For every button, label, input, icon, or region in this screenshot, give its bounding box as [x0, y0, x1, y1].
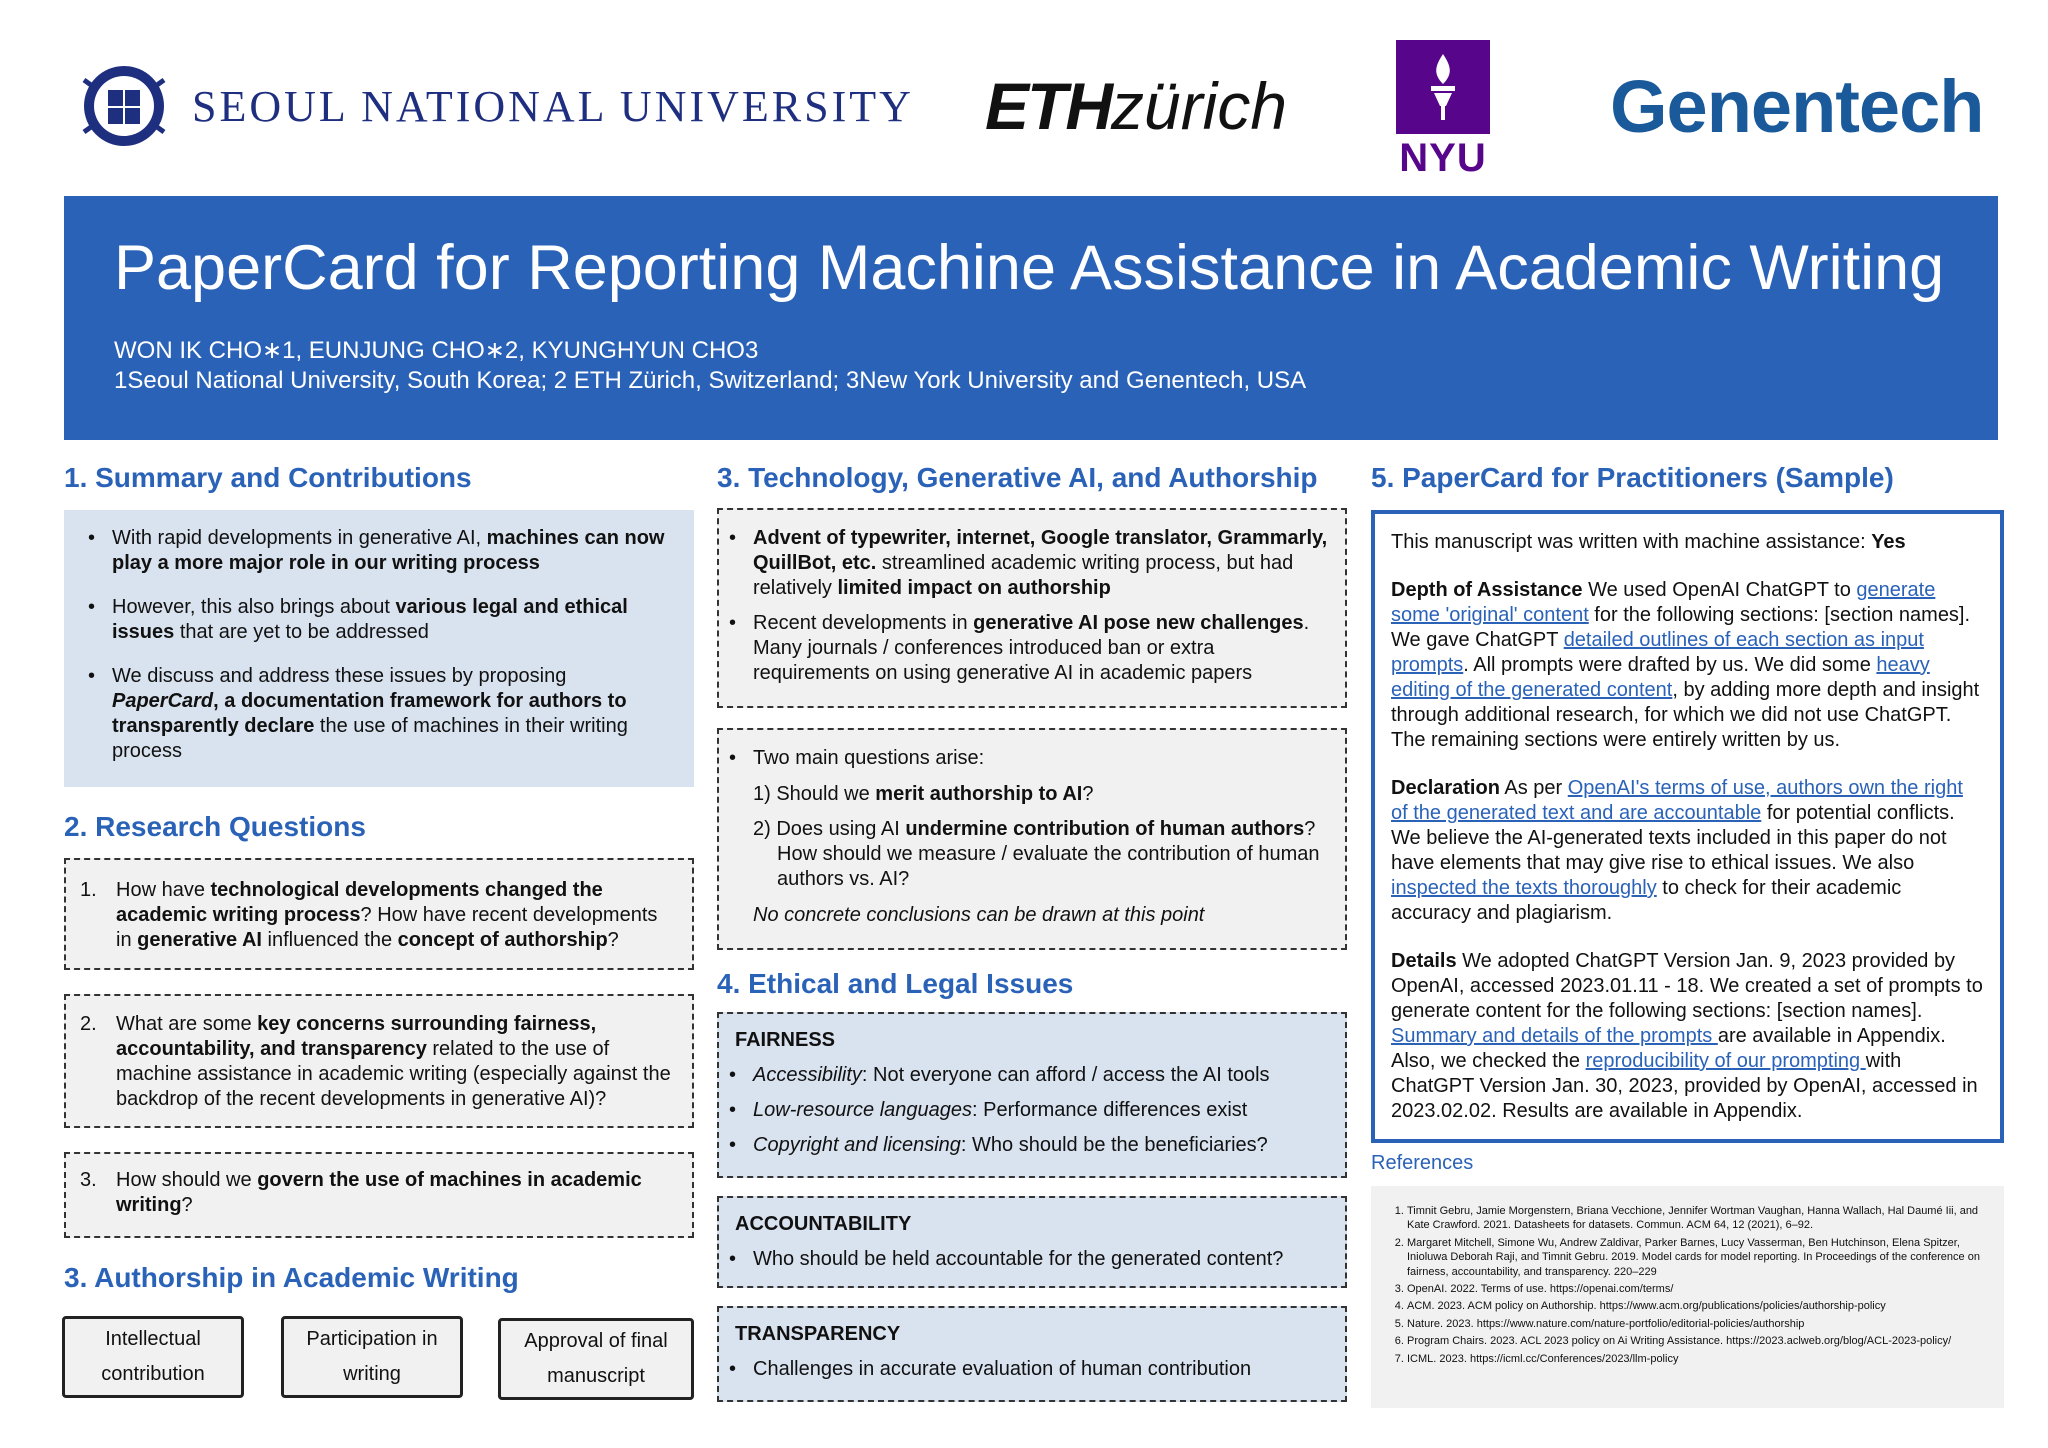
assistance-statement: This manuscript was written with machine assistance: Yes [1391, 531, 1906, 553]
reference-item: 5. Nature. 2023. https://www.nature.com/nature-portfolio/editorial-policies/authorship [1407, 1317, 1988, 1331]
summary-bullet: • We discuss and address these issues by proposing PaperCard, a documentation framework for authors to transparently declare the use of machines in their writing process [78, 664, 678, 764]
reference-item: 4. ACM. 2023. ACM policy on Authorship. https://www.acm.org/publications/policies/authorship-policy [1407, 1299, 1988, 1313]
section-heading-research-questions: 2. Research Questions [64, 811, 366, 842]
nyu-wordmark: NYU [1399, 136, 1487, 180]
section-heading-technology: 3. Technology, Generative AI, and Authorship [717, 462, 1318, 493]
logo-row [0, 0, 2048, 190]
accountability-title: ACCOUNTABILITY [735, 1213, 912, 1235]
declaration: Declaration As per OpenAI's terms of use, authors own the right of the generated text and are accountable for potential conflicts. We believe the AI-generated texts included in this paper do not have elements that may give rise to ethical issues. We also inspected the texts thoroughly to check for their academic accuracy and plagiarism. [1391, 777, 1963, 924]
accountability-panel [717, 1196, 1347, 1288]
criterion-participation-writing: Participation in writing [281, 1316, 463, 1398]
reference-item: 7. ICML. 2023. https://icml.cc/Conferences/2023/llm-policy [1407, 1352, 1988, 1366]
poster-title: PaperCard for Reporting Machine Assistance in Academic Writing [114, 233, 1945, 303]
details: Details We adopted ChatGPT Version Jan. 9, 2023 provided by OpenAI, accessed 2023.01.11 - 18. We created a set of prompts to generate content for the following sections: [section names]. Summary and details of the prompts are available in Appendix. Also, we checked the reproducibility of our prompting with ChatGPT Version Jan. 30, 2023, provided by OpenAI, accessed in 2023.02.02. Results are available in Appendix. [1391, 950, 1983, 1122]
question-contribution: 2) Does using AI undermine contribution of human authors? How should we measure / evaluate the contribution of human authors vs. AI? [753, 818, 1320, 890]
reference-item: 3. OpenAI. 2022. Terms of use. https://openai.com/terms/ [1407, 1282, 1988, 1296]
question-text: 1. How have technological developments changed the academic writing process? How have recent developments in generative AI influenced the concept of authorship? [80, 879, 658, 951]
research-question-3 [64, 1152, 694, 1238]
research-question-1 [64, 858, 694, 970]
summary-bullet: • With rapid developments in generative AI, machines can now play a more major role in our writing process [78, 526, 678, 576]
reference-item: 6. Program Chairs. 2023. ACL 2023 policy on Ai Writing Assistance. https://2023.aclweb.org/blog/ACL-2023-policy/ [1407, 1334, 1988, 1348]
technology-bullet: • Recent developments in generative AI pose new challenges. Many journals / conferences introduced ban or extra requirements on using generative AI in academic papers [719, 611, 1333, 686]
references-panel [1371, 1186, 2004, 1408]
eth-wordmark-rest: zürich [1111, 69, 1288, 143]
fairness-item: • Low-resource languages: Performance differences exist [719, 1098, 1333, 1123]
question-text: 3. How should we govern the use of machines in academic writing? [80, 1169, 642, 1216]
conclusion-note: No concrete conclusions can be drawn at this point [753, 904, 1205, 926]
transparency-item: • Challenges in accurate evaluation of human contribution [719, 1357, 1333, 1382]
question-authorship: 1) Should we merit authorship to AI? [753, 783, 1094, 805]
section-heading-papercard: 5. PaperCard for Practitioners (Sample) [1371, 462, 1894, 493]
reference-item: 1. Timnit Gebru, Jamie Morgenstern, Briana Vecchione, Jennifer Wortman Vaughan, Hanna Wallach, Hal Daumé Iii, and Kate Crawford. 2021. Datasheets for datasets. Commun. ACM 64, 12 (2021), 6–92. [1407, 1204, 1988, 1233]
question-text: 2. What are some key concerns surrounding fairness, accountability, and transparency related to the use of machine assistance in academic writing (especially against the backdrop of the recent developments in generative AI)? [80, 1013, 671, 1110]
summary-bullet: • However, this also brings about various legal and ethical issues that are yet to be addressed [78, 595, 678, 645]
research-question-2 [64, 994, 694, 1128]
snu-logo [78, 60, 914, 152]
criterion-intellectual-contribution: Intellectual contribution [62, 1316, 244, 1398]
accountability-item: • Who should be held accountable for the generated content? [719, 1247, 1333, 1272]
eth-logo [985, 68, 1287, 144]
questions-intro: • Two main questions arise: [719, 746, 1333, 771]
fairness-title: FAIRNESS [735, 1029, 836, 1051]
eth-wordmark-bold: ETH [985, 69, 1111, 143]
technology-bullet: • Advent of typewriter, internet, Google translator, Grammarly, QuillBot, etc. streamlined academic writing process, but had relatively limited impact on authorship [719, 526, 1333, 601]
nyu-torch-box [1396, 40, 1490, 134]
snu-emblem-icon [78, 60, 170, 152]
torch-icon [1418, 50, 1468, 124]
papercard-sample [1371, 510, 2004, 1143]
technology-panel [717, 508, 1347, 708]
fairness-item: • Accessibility: Not everyone can afford / access the AI tools [719, 1063, 1333, 1088]
section-heading-summary: 1. Summary and Contributions [64, 462, 472, 493]
snu-wordmark: SEOUL NATIONAL UNIVERSITY [192, 81, 914, 131]
reference-item: 2. Margaret Mitchell, Simone Wu, Andrew Zaldivar, Parker Barnes, Lucy Vasserman, Ben Hutchinson, Elena Spitzer, Inioluwa Deborah Raji, and Timnit Gebru. 2019. Model cards for model reporting. In Proceedings of the conference on fairness, accountability, and transparency. 220–229 [1407, 1236, 1988, 1279]
author-names: WON IK CHO∗1, EUNJUNG CHO∗2, KYUNGHYUN CHO3 [114, 337, 759, 364]
fairness-panel [717, 1012, 1347, 1178]
nyu-logo [1396, 40, 1490, 181]
author-block [114, 336, 1306, 396]
author-affiliations: 1Seoul National University, South Korea; 2 ETH Zürich, Switzerland; 3New York University and Genentech, USA [114, 367, 1307, 394]
genentech-logo: Genentech [1610, 65, 1984, 148]
criterion-approval-manuscript: Approval of final manuscript [498, 1318, 694, 1400]
fairness-item: • Copyright and licensing: Who should be the beneficiaries? [719, 1133, 1333, 1158]
depth-of-assistance: Depth of Assistance We used OpenAI ChatGPT to generate some 'original' content for the following sections: [section names]. We gave ChatGPT detailed outlines of each section as input prompts. All prompts were drafted by us. We did some heavy editing of the generated content, by adding more depth and insight through additional research, for which we did not use ChatGPT. The remaining sections were entirely written by us. [1391, 579, 1980, 751]
references-heading: References [1371, 1152, 1474, 1174]
title-banner [64, 196, 1998, 440]
transparency-title: TRANSPARENCY [735, 1323, 901, 1345]
summary-panel [64, 510, 694, 787]
questions-panel [717, 728, 1347, 950]
section-heading-authorship: 3. Authorship in Academic Writing [64, 1262, 519, 1293]
section-heading-ethical: 4. Ethical and Legal Issues [717, 968, 1074, 999]
transparency-panel [717, 1306, 1347, 1402]
